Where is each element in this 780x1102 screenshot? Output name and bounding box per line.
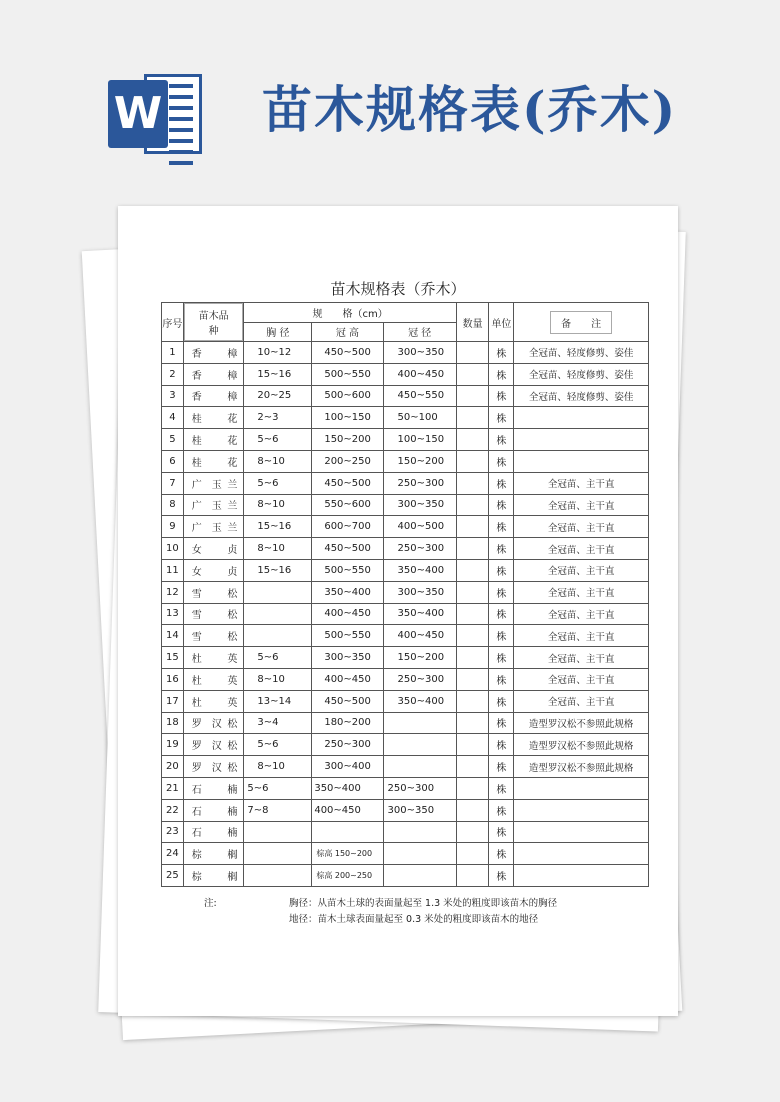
cell-chest	[244, 581, 312, 603]
cell-crown-height: 550~600	[312, 494, 383, 516]
cell-qty	[456, 581, 489, 603]
cell-name: 雪 松	[183, 603, 244, 625]
cell-name: 棕 榈	[183, 865, 244, 887]
cell-name: 桂 花	[183, 450, 244, 472]
cell-no: 19	[162, 734, 184, 756]
cell-no: 4	[162, 407, 184, 429]
header-crown-diameter: 冠 径	[383, 322, 456, 342]
cell-crown-diameter	[383, 734, 456, 756]
cell-no: 15	[162, 647, 184, 669]
cell-chest	[244, 821, 312, 843]
cell-no: 25	[162, 865, 184, 887]
cell-note: 全冠苗、主干直	[514, 494, 649, 516]
cell-unit: 株	[489, 668, 514, 690]
cell-note: 全冠苗、主干直	[514, 538, 649, 560]
cell-no: 6	[162, 450, 184, 472]
cell-qty	[456, 450, 489, 472]
cell-name: 杜 英	[183, 647, 244, 669]
cell-chest: 8~10	[244, 494, 312, 516]
cell-note: 全冠苗、轻度修剪、姿佳	[514, 342, 649, 364]
cell-crown-diameter: 300~350	[383, 494, 456, 516]
cell-chest	[244, 865, 312, 887]
cell-unit: 株	[489, 581, 514, 603]
cell-name: 石 楠	[183, 799, 244, 821]
cell-note	[514, 843, 649, 865]
cell-name: 雪 松	[183, 625, 244, 647]
cell-unit: 株	[489, 821, 514, 843]
cell-unit: 株	[489, 843, 514, 865]
cell-qty	[456, 625, 489, 647]
cell-crown-diameter: 300~350	[383, 799, 456, 821]
cell-crown-diameter: 300~350	[383, 342, 456, 364]
cell-crown-height: 250~300	[312, 734, 383, 756]
cell-name: 石 楠	[183, 777, 244, 799]
cell-name: 罗 汉 松	[183, 712, 244, 734]
cell-no: 22	[162, 799, 184, 821]
cell-crown-height: 450~500	[312, 690, 383, 712]
cell-unit: 株	[489, 407, 514, 429]
cell-note	[514, 865, 649, 887]
cell-unit: 株	[489, 712, 514, 734]
cell-chest: 5~6	[244, 647, 312, 669]
cell-no: 17	[162, 690, 184, 712]
cell-name: 杜 英	[183, 668, 244, 690]
cell-unit: 株	[489, 559, 514, 581]
cell-chest: 15~16	[244, 559, 312, 581]
cell-qty	[456, 756, 489, 778]
cell-crown-diameter: 150~200	[383, 647, 456, 669]
cell-unit: 株	[489, 472, 514, 494]
cell-name: 杜 英	[183, 690, 244, 712]
cell-qty	[456, 516, 489, 538]
cell-crown-height: 500~600	[312, 385, 383, 407]
cell-crown-height: 100~150	[312, 407, 383, 429]
cell-crown-diameter: 400~450	[383, 363, 456, 385]
cell-qty	[456, 385, 489, 407]
cell-crown-diameter: 400~450	[383, 625, 456, 647]
cell-no: 20	[162, 756, 184, 778]
cell-chest	[244, 603, 312, 625]
header-no: 序号	[162, 303, 184, 342]
table-row	[162, 538, 649, 560]
doc-title: 苗木规格表（乔木）	[330, 280, 466, 298]
cell-name: 香 樟	[183, 342, 244, 364]
cell-chest: 8~10	[244, 668, 312, 690]
cell-crown-diameter: 350~400	[383, 559, 456, 581]
cell-unit: 株	[489, 342, 514, 364]
cell-qty	[456, 690, 489, 712]
table-row	[162, 407, 649, 429]
table-row	[162, 647, 649, 669]
cell-chest: 20~25	[244, 385, 312, 407]
cell-unit: 株	[489, 799, 514, 821]
cell-crown-height: 500~550	[312, 559, 383, 581]
cell-unit: 株	[489, 734, 514, 756]
cell-unit: 株	[489, 603, 514, 625]
cell-crown-diameter: 400~500	[383, 516, 456, 538]
cell-chest: 15~16	[244, 363, 312, 385]
cell-crown-diameter	[383, 712, 456, 734]
cell-unit: 株	[489, 538, 514, 560]
cell-unit: 株	[489, 647, 514, 669]
table-row	[162, 668, 649, 690]
cell-chest	[244, 625, 312, 647]
cell-no: 1	[162, 342, 184, 364]
cell-chest: 8~10	[244, 450, 312, 472]
cell-name: 石 楠	[183, 821, 244, 843]
cell-note: 全冠苗、轻度修剪、姿佳	[514, 363, 649, 385]
table-row	[162, 494, 649, 516]
cell-chest: 10~12	[244, 342, 312, 364]
cell-note: 全冠苗、主干直	[514, 516, 649, 538]
cell-name: 广 玉 兰	[183, 516, 244, 538]
cell-crown-height: 450~500	[312, 472, 383, 494]
cell-unit: 株	[489, 494, 514, 516]
page-title: 苗木规格表(乔木)	[262, 80, 678, 139]
document-page	[118, 206, 678, 1016]
cell-note	[514, 429, 649, 451]
cell-crown-diameter	[383, 756, 456, 778]
cell-name: 雪 松	[183, 581, 244, 603]
table-row	[162, 516, 649, 538]
cell-qty	[456, 494, 489, 516]
cell-qty	[456, 865, 489, 887]
cell-qty	[456, 603, 489, 625]
cell-no: 23	[162, 821, 184, 843]
cell-note: 全冠苗、主干直	[514, 647, 649, 669]
cell-crown-height: 400~450	[312, 668, 383, 690]
cell-crown-diameter: 150~200	[383, 450, 456, 472]
cell-note	[514, 799, 649, 821]
cell-chest: 5~6	[244, 777, 312, 799]
cell-chest: 8~10	[244, 756, 312, 778]
cell-no: 2	[162, 363, 184, 385]
cell-name: 女 贞	[183, 559, 244, 581]
cell-crown-height: 600~700	[312, 516, 383, 538]
cell-unit: 株	[489, 690, 514, 712]
cell-name: 桂 花	[183, 407, 244, 429]
table-row	[162, 734, 649, 756]
table-row	[162, 603, 649, 625]
cell-crown-height: 200~250	[312, 450, 383, 472]
cell-chest: 8~10	[244, 538, 312, 560]
cell-unit: 株	[489, 429, 514, 451]
cell-name: 香 樟	[183, 363, 244, 385]
table-row	[162, 690, 649, 712]
cell-crown-diameter: 450~550	[383, 385, 456, 407]
cell-chest: 2~3	[244, 407, 312, 429]
cell-no: 21	[162, 777, 184, 799]
cell-no: 5	[162, 429, 184, 451]
cell-unit: 株	[489, 363, 514, 385]
cell-name: 香 樟	[183, 385, 244, 407]
cell-unit: 株	[489, 516, 514, 538]
cell-crown-height: 450~500	[312, 342, 383, 364]
cell-crown-height: 450~500	[312, 538, 383, 560]
cell-unit: 株	[489, 756, 514, 778]
word-w-icon: W	[108, 80, 168, 148]
cell-qty	[456, 407, 489, 429]
cell-crown-diameter: 250~300	[383, 538, 456, 560]
cell-crown-height: 350~400	[312, 581, 383, 603]
table-row	[162, 385, 649, 407]
cell-crown-diameter	[383, 865, 456, 887]
cell-chest: 5~6	[244, 429, 312, 451]
cell-crown-height: 150~200	[312, 429, 383, 451]
cell-chest: 13~14	[244, 690, 312, 712]
header-name: 苗木品种	[183, 303, 244, 342]
cell-crown-height: 180~200	[312, 712, 383, 734]
notes-line-1: 胸径：从苗木土球的表面量起至 1.3 米处的粗度即该苗木的胸径	[289, 898, 558, 909]
cell-unit: 株	[489, 865, 514, 887]
cell-note: 全冠苗、主干直	[514, 581, 649, 603]
cell-qty	[456, 777, 489, 799]
cell-no: 14	[162, 625, 184, 647]
cell-qty	[456, 472, 489, 494]
notes-label: 注:	[204, 898, 217, 909]
cell-qty	[456, 712, 489, 734]
cell-note	[514, 821, 649, 843]
cell-name: 罗 汉 松	[183, 756, 244, 778]
cell-unit: 株	[489, 385, 514, 407]
cell-crown-diameter: 250~300	[383, 472, 456, 494]
cell-unit: 株	[489, 625, 514, 647]
cell-note: 造型罗汉松不参照此规格	[514, 712, 649, 734]
header-chest: 胸 径	[244, 322, 312, 342]
cell-note: 全冠苗、主干直	[514, 690, 649, 712]
cell-crown-diameter: 350~400	[383, 603, 456, 625]
cell-crown-height: 500~550	[312, 625, 383, 647]
table-row	[162, 429, 649, 451]
cell-crown-height: 350~400	[312, 777, 383, 799]
cell-crown-diameter: 350~400	[383, 690, 456, 712]
header-qty: 数量	[456, 303, 489, 342]
header-unit: 单位	[489, 303, 514, 342]
cell-crown-height	[312, 821, 383, 843]
cell-qty	[456, 363, 489, 385]
cell-crown-height: 400~450	[312, 603, 383, 625]
header-note: 备 注	[514, 303, 649, 342]
cell-no: 16	[162, 668, 184, 690]
cell-qty	[456, 734, 489, 756]
table-row	[162, 559, 649, 581]
cell-crown-diameter	[383, 843, 456, 865]
cell-unit: 株	[489, 777, 514, 799]
cell-no: 18	[162, 712, 184, 734]
cell-no: 13	[162, 603, 184, 625]
table-row	[162, 472, 649, 494]
cell-name: 女 贞	[183, 538, 244, 560]
cell-qty	[456, 429, 489, 451]
cell-crown-height: 300~400	[312, 756, 383, 778]
cell-no: 9	[162, 516, 184, 538]
cell-crown-diameter: 250~300	[383, 668, 456, 690]
cell-crown-height: 300~350	[312, 647, 383, 669]
table-row	[162, 625, 649, 647]
cell-name: 广 玉 兰	[183, 472, 244, 494]
cell-note	[514, 407, 649, 429]
cell-chest: 3~4	[244, 712, 312, 734]
table-row	[162, 450, 649, 472]
cell-name: 广 玉 兰	[183, 494, 244, 516]
spec-table	[161, 302, 649, 887]
table-row	[162, 581, 649, 603]
table-row	[162, 843, 649, 865]
cell-note: 造型罗汉松不参照此规格	[514, 756, 649, 778]
notes-line-2: 地径：苗木土球表面量起至 0.3 米处的粗度即该苗木的地径	[289, 914, 539, 925]
cell-chest: 15~16	[244, 516, 312, 538]
table-row	[162, 342, 649, 364]
cell-no: 12	[162, 581, 184, 603]
cell-qty	[456, 668, 489, 690]
cell-crown-diameter: 250~300	[383, 777, 456, 799]
table-row	[162, 712, 649, 734]
table-row	[162, 799, 649, 821]
cell-chest: 7~8	[244, 799, 312, 821]
cell-chest	[244, 843, 312, 865]
cell-qty	[456, 821, 489, 843]
cell-no: 8	[162, 494, 184, 516]
cell-chest: 5~6	[244, 734, 312, 756]
cell-note: 全冠苗、轻度修剪、姿佳	[514, 385, 649, 407]
table-row	[162, 865, 649, 887]
cell-no: 24	[162, 843, 184, 865]
cell-crown-diameter: 50~100	[383, 407, 456, 429]
cell-chest: 5~6	[244, 472, 312, 494]
table-row	[162, 363, 649, 385]
header-crown-height: 冠 高	[312, 322, 383, 342]
cell-crown-diameter	[383, 821, 456, 843]
cell-note	[514, 777, 649, 799]
cell-note: 全冠苗、主干直	[514, 625, 649, 647]
cell-crown-height: 500~550	[312, 363, 383, 385]
cell-crown-height: 棕高 200~250	[312, 865, 383, 887]
cell-qty	[456, 799, 489, 821]
cell-no: 11	[162, 559, 184, 581]
cell-qty	[456, 843, 489, 865]
cell-unit: 株	[489, 450, 514, 472]
cell-no: 3	[162, 385, 184, 407]
cell-crown-height: 棕高 150~200	[312, 843, 383, 865]
cell-name: 罗 汉 松	[183, 734, 244, 756]
cell-no: 7	[162, 472, 184, 494]
table-row	[162, 756, 649, 778]
header-spec: 规 格（cm）	[244, 303, 456, 323]
cell-qty	[456, 559, 489, 581]
cell-qty	[456, 538, 489, 560]
word-logo	[108, 68, 208, 160]
cell-qty	[456, 342, 489, 364]
cell-note: 造型罗汉松不参照此规格	[514, 734, 649, 756]
cell-crown-height: 400~450	[312, 799, 383, 821]
table-row	[162, 777, 649, 799]
cell-crown-diameter: 100~150	[383, 429, 456, 451]
table-row	[162, 821, 649, 843]
cell-no: 10	[162, 538, 184, 560]
cell-note: 全冠苗、主干直	[514, 472, 649, 494]
cell-note: 全冠苗、主干直	[514, 559, 649, 581]
cell-note: 全冠苗、主干直	[514, 668, 649, 690]
cell-qty	[456, 647, 489, 669]
cell-crown-diameter: 300~350	[383, 581, 456, 603]
cell-note	[514, 450, 649, 472]
cell-note: 全冠苗、主干直	[514, 603, 649, 625]
cell-name: 棕 榈	[183, 843, 244, 865]
cell-name: 桂 花	[183, 429, 244, 451]
